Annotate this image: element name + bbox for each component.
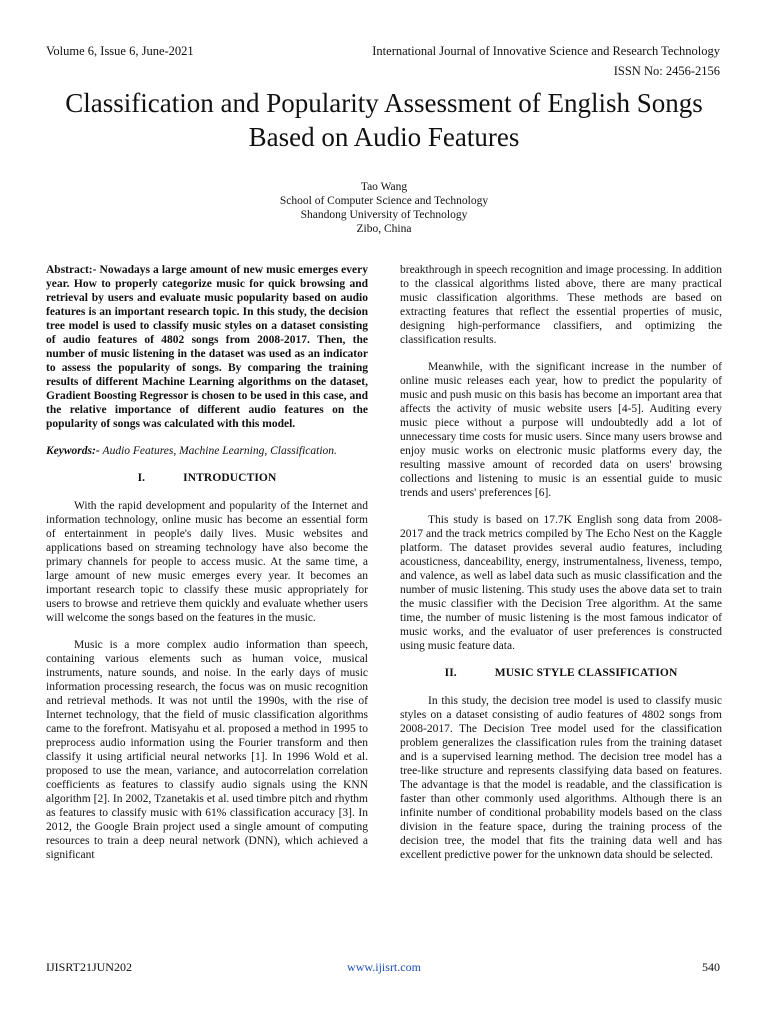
journal-issn: ISSN No: 2456-2156 [613, 64, 720, 78]
body-paragraph-continued: breakthrough in speech recognition and image processing. In addition to the classical algorithms listed above, there are many practical music classification algorithms. These methods are based on extracting features that reflect the essential properties of music, designing high-performance classifiers, and optimizing the classification results. [400, 264, 722, 346]
section-title: MUSIC STYLE CLASSIFICATION [494, 667, 678, 679]
journal-name: International Journal of Innovative Science and Research Technology [372, 44, 720, 58]
keywords-label: Keywords:- [46, 445, 100, 457]
body-paragraph: This study is based on 17.7K English song data from 2008-2017 and the track metrics compiled by The Echo Nest on the Kaggle platform. The dataset provides several audio features, including acousticness, danceability, energy, instrumentalness, liveness, tempo, and valence, as well as label data such as music classification and the number of music listening. This study uses the above data set to train the music classifier with the Decision Tree algorithm. At the same time, the number of music listening is the most famous indicator of music works, and the evaluator of user preferences is constructed using music feature data. [400, 514, 722, 652]
abstract: Abstract:- Nowadays a large amount of new music emerges every year. How to properly categorize music for quick browsing and retrieval by users and evaluate music popularity based on audio features is an important research topic. In this study, the decision tree model is used to classify music styles on a dataset consisting of audio features of 4802 songs from 2008-2017. Then, the number of music listening in the dataset was used as an indicator to assess the popularity of songs. By comparing the training results of different Machine Learning algorithms on the dataset, Gradient Boosting Regressor is chosen to be used in this case, and the relative importance of different audio features on the popularity of songs was calculated with this model. [46, 264, 368, 430]
body-paragraph: Music is a more complex audio information than speech, containing various elements such as human voice, musical instruments, nature sounds, and noise. In the early days of music information processing research, the focus was on music recognition and retrieval methods. It was not until the 1990s, with the rise of Internet technology, that the field of music classification algorithms came to the forefront. Matisyahu et al. proposed a method in 1995 to preprocess audio information using the Fourier transform and then classify it using artificial neural networks [1]. In 1996 Wold et al. proposed to use the mean, variance, and autocorrelation correlation coefficients as features to classify audio signals using the KNN algorithm [2]. In 2002, Tzanetakis et al. used timbre pitch and rhythm as features to classify music with 61% classification accuracy [3]. In 2012, the Google Brain project used a single amount of computing resources to train a deep neural network (DNN), which achieved a significant [46, 639, 368, 861]
author-block [134, 180, 634, 236]
section-title: INTRODUCTION [183, 472, 277, 484]
section-number: I. [137, 472, 146, 484]
author-school: School of Computer Science and Technology [279, 195, 489, 207]
left-column [46, 263, 368, 875]
section-heading-introduction [46, 471, 368, 485]
section-number: II. [444, 667, 457, 679]
keywords-text: Audio Features, Machine Learning, Classification. [102, 445, 337, 457]
website-link[interactable]: www.ijisrt.com [347, 960, 421, 974]
author-name: Tao Wang [360, 181, 408, 193]
keywords [46, 444, 368, 458]
body-paragraph: With the rapid development and popularity of the Internet and information technology, online music has become an essential form of entertainment in people's daily lives. Music websites and applications based on streaming technology have also become the primary channels for people to access music. At the same time, a large amount of new music emerges every year. It becomes an important research topic to classify these music appropriately for users to browse and retrieve them quickly and evaluate whether users will welcome the songs based on the features in the music. [46, 500, 368, 624]
page-number: 540 [702, 960, 720, 974]
paper-title: Classification and Popularity Assessment of English Songs Based on Audio Features [65, 88, 703, 152]
right-column [400, 263, 722, 875]
body-paragraph: In this study, the decision tree model is used to classify music styles on a dataset consisting of audio features of 4802 songs from 2008-2017. The Decision Tree model used for the classification problem generalizes the classification rules from the training dataset and is a supervised learning method. The decision tree model has a tree-like structure and represents classifying data based on features. The advantage is that the model is readable, and the classification is faster than other commonly used algorithms. Although there is an infinite number of conditional probability models based on the class division in the feature space, during the training process of the decision tree, the model that fits the training data well and has excellent predictive power for the unknown data should be selected. [400, 695, 722, 861]
paper-code: IJISRT21JUN202 [46, 960, 132, 974]
section-heading-music-style [400, 666, 722, 680]
body-paragraph: Meanwhile, with the significant increase in the number of online music releases each year, how to predict the popularity of music and push music on this basis has become an important area that affects the activity of music website users [4-5]. Auditing every music piece without a purpose will undoubtedly add a lot of unnecessary time costs for music users. Since many users browse and enjoy music works on electronic music platforms every day, the resulting massive amount of recorded data on users' browsing collections and listening to music is an essential guide to music trends and users' preferences [6]. [400, 361, 722, 499]
journal-volume: Volume 6, Issue 6, June-2021 [46, 44, 194, 58]
author-location: Zibo, China [356, 223, 412, 235]
author-university: Shandong University of Technology [300, 209, 468, 221]
